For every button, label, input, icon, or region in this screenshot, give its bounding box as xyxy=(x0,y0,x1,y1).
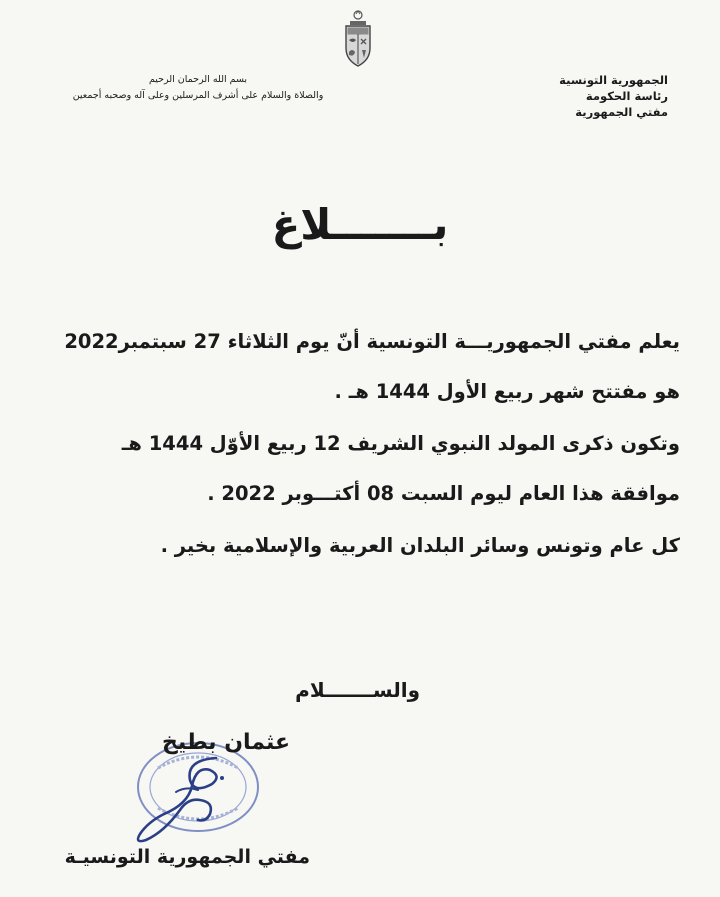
handwritten-signature-icon xyxy=(118,748,268,848)
body-line-2: هو مفتتح شهر ربيع الأول 1444 هـ . xyxy=(334,380,680,403)
body-line-5: كل عام وتونس وسائر البلدان العربية والإسلامية بخير . xyxy=(160,534,680,557)
header-line-government: رئاسة الحكومة xyxy=(585,89,668,103)
header-line-country: الجمهورية التونسية xyxy=(559,73,668,87)
basmala-header xyxy=(48,72,348,104)
salutation-line: والصلاة والسلام على أشرف المرسلين وعلى آله وصحبه أجمعين xyxy=(72,90,324,101)
body-line-1: يعلم مفتي الجمهوريـــة التونسية أنّ يوم الثلاثاء 27 سبتمبر2022 xyxy=(64,330,680,353)
issuer-header xyxy=(559,72,668,120)
body-line-4: موافقة هذا العام ليوم السبت 08 أكتـــوبر 2022 . xyxy=(207,482,680,505)
notice-title: بـــــــلاغ xyxy=(271,200,449,249)
tunisia-coat-of-arms-icon xyxy=(340,8,376,70)
signer-name: عثمان بطيخ xyxy=(162,730,290,755)
basmala-line: بسم الله الرحمان الرحيم xyxy=(148,74,248,85)
body-line-3: وتكون ذكرى المولد النبوي الشريف 12 ربيع الأوّل 1444 هـ xyxy=(121,432,680,455)
closing-salutation: والســـــــلام xyxy=(295,678,420,702)
header-line-mufti: مفتي الجمهورية xyxy=(575,105,668,119)
signer-title: مفتي الجمهورية التونسيـة xyxy=(64,846,310,868)
